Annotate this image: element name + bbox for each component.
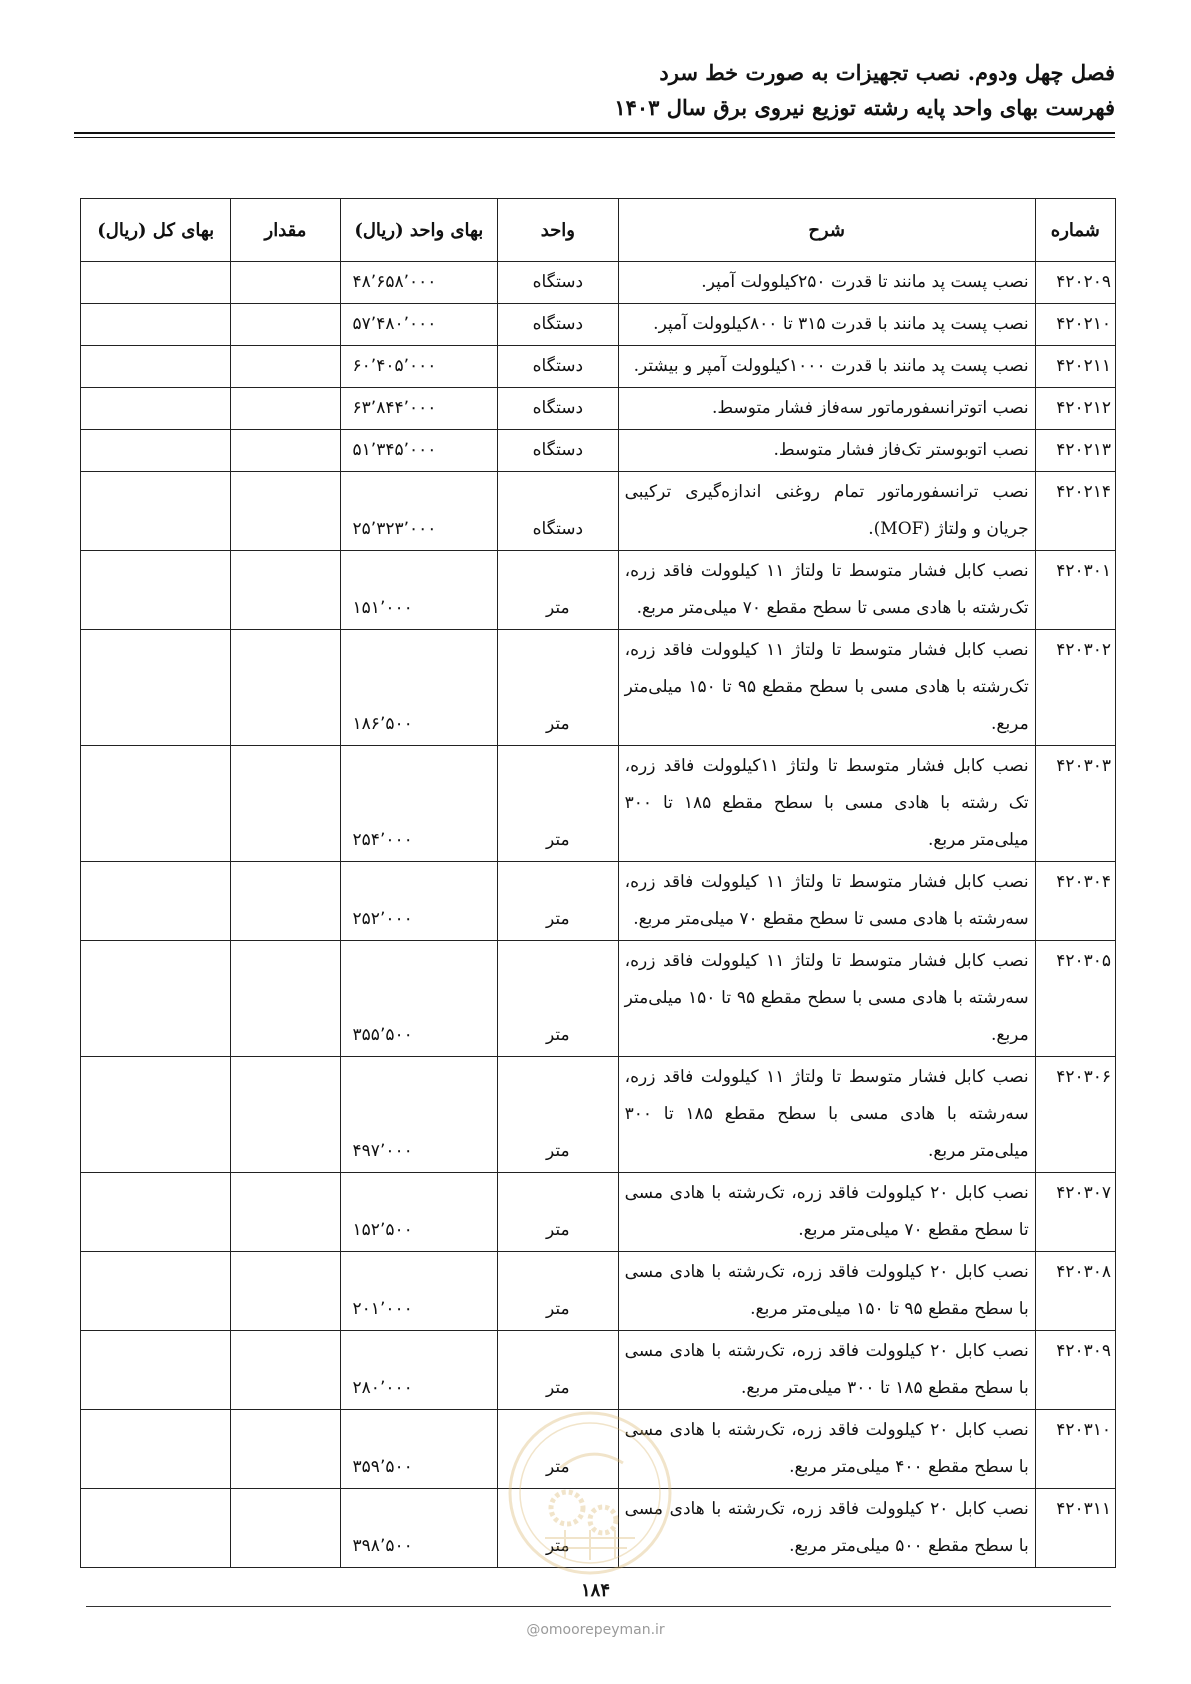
row-unit-price: ۵۷٬۴۸۰٬۰۰۰ xyxy=(340,304,498,346)
row-description: نصب کابل ۲۰ کیلوولت فاقد زره، تک‌رشته با هادی مسی با سطح مقطع ۴۰۰ میلی‌متر مربع. xyxy=(618,1410,1035,1489)
row-quantity xyxy=(231,1331,340,1410)
row-quantity xyxy=(231,1173,340,1252)
row-total-price xyxy=(81,1057,231,1173)
row-total-price xyxy=(81,1252,231,1331)
page-header xyxy=(74,58,1115,124)
price-table xyxy=(80,198,1116,1568)
row-unit-price: ۲۸۰٬۰۰۰ xyxy=(340,1331,498,1410)
col-header-total-price: بهای کل (ریال) xyxy=(81,199,231,262)
row-total-price xyxy=(81,262,231,304)
row-unit: دستگاه xyxy=(498,346,618,388)
table-row xyxy=(81,388,1116,430)
row-number: ۴۲۰۳۰۴ xyxy=(1035,862,1115,941)
row-description: نصب پست پد مانند تا قدرت ۲۵۰کیلوولت آمپر. xyxy=(618,262,1035,304)
row-unit-price: ۶۰٬۴۰۵٬۰۰۰ xyxy=(340,346,498,388)
row-unit: متر xyxy=(498,1057,618,1173)
row-number: ۴۲۰۳۰۳ xyxy=(1035,746,1115,862)
row-number: ۴۲۰۲۱۲ xyxy=(1035,388,1115,430)
row-total-price xyxy=(81,1331,231,1410)
row-unit: متر xyxy=(498,1489,618,1568)
col-header-number: شماره xyxy=(1035,199,1115,262)
row-quantity xyxy=(231,430,340,472)
row-quantity xyxy=(231,630,340,746)
row-description: نصب پست پد مانند با قدرت ۳۱۵ تا ۸۰۰کیلوولت آمپر. xyxy=(618,304,1035,346)
row-unit-price: ۲۵۲٬۰۰۰ xyxy=(340,862,498,941)
row-total-price xyxy=(81,472,231,551)
row-unit: متر xyxy=(498,862,618,941)
table-row xyxy=(81,262,1116,304)
row-unit: متر xyxy=(498,941,618,1057)
row-quantity xyxy=(231,1252,340,1331)
row-total-price xyxy=(81,388,231,430)
price-list-title: فهرست بهای واحد پایه رشته توزیع نیروی برق سال ۱۴۰۳ xyxy=(614,95,1115,120)
row-quantity xyxy=(231,1057,340,1173)
row-quantity xyxy=(231,746,340,862)
row-total-price xyxy=(81,941,231,1057)
row-quantity xyxy=(231,388,340,430)
row-unit-price: ۳۵۵٬۵۰۰ xyxy=(340,941,498,1057)
table-row xyxy=(81,1252,1116,1331)
row-total-price xyxy=(81,304,231,346)
row-quantity xyxy=(231,941,340,1057)
table-row xyxy=(81,346,1116,388)
row-total-price xyxy=(81,346,231,388)
row-unit-price: ۱۵۲٬۵۰۰ xyxy=(340,1173,498,1252)
table-row xyxy=(81,746,1116,862)
row-quantity xyxy=(231,472,340,551)
table-row xyxy=(81,862,1116,941)
row-unit: متر xyxy=(498,551,618,630)
row-unit-price: ۴۹۷٬۰۰۰ xyxy=(340,1057,498,1173)
table-row xyxy=(81,430,1116,472)
row-description: نصب کابل فشار متوسط تا ولتاژ ۱۱ کیلوولت فاقد زره، سه‌رشته با هادی مسی با سطح مقطع ۹۵ تا ۱۵۰ میلی‌متر مربع. xyxy=(618,941,1035,1057)
row-quantity xyxy=(231,346,340,388)
row-unit-price: ۶۳٬۸۴۴٬۰۰۰ xyxy=(340,388,498,430)
table-row xyxy=(81,1057,1116,1173)
row-unit: دستگاه xyxy=(498,430,618,472)
row-total-price xyxy=(81,551,231,630)
row-quantity xyxy=(231,262,340,304)
footer-rule xyxy=(86,1606,1111,1607)
row-number: ۴۲۰۲۱۴ xyxy=(1035,472,1115,551)
row-number: ۴۲۰۳۰۷ xyxy=(1035,1173,1115,1252)
row-unit-price: ۳۹۸٬۵۰۰ xyxy=(340,1489,498,1568)
row-unit-price: ۲۵٬۳۲۳٬۰۰۰ xyxy=(340,472,498,551)
row-unit: متر xyxy=(498,1410,618,1489)
contract-affairs-seal-icon xyxy=(505,1408,675,1578)
row-number: ۴۲۰۲۱۳ xyxy=(1035,430,1115,472)
row-total-price xyxy=(81,1173,231,1252)
row-description: نصب کابل ۲۰ کیلوولت فاقد زره، تک‌رشته با هادی مسی با سطح مقطع ۵۰۰ میلی‌متر مربع. xyxy=(618,1489,1035,1568)
row-number: ۴۲۰۲۰۹ xyxy=(1035,262,1115,304)
row-number: ۴۲۰۲۱۰ xyxy=(1035,304,1115,346)
row-number: ۴۲۰۳۰۵ xyxy=(1035,941,1115,1057)
col-header-unit: واحد xyxy=(498,199,618,262)
table-row xyxy=(81,551,1116,630)
header-rule-thin xyxy=(74,137,1115,138)
table-row xyxy=(81,304,1116,346)
table-header-row xyxy=(81,199,1116,262)
col-header-unit-price: بهای واحد (ریال) xyxy=(340,199,498,262)
row-number: ۴۲۰۳۱۰ xyxy=(1035,1410,1115,1489)
row-description: نصب کابل فشار متوسط تا ولتاژ ۱۱ کیلوولت فاقد زره، سه‌رشته با هادی مسی با سطح مقطع ۱۸۵ تا ۳۰۰ میلی‌متر مربع. xyxy=(618,1057,1035,1173)
row-unit: متر xyxy=(498,1331,618,1410)
row-description: نصب کابل ۲۰ کیلوولت فاقد زره، تک‌رشته با هادی مسی تا سطح مقطع ۷۰ میلی‌متر مربع. xyxy=(618,1173,1035,1252)
row-number: ۴۲۰۳۱۱ xyxy=(1035,1489,1115,1568)
row-unit-price: ۱۸۶٬۵۰۰ xyxy=(340,630,498,746)
row-unit: متر xyxy=(498,1173,618,1252)
row-unit-price: ۲۵۴٬۰۰۰ xyxy=(340,746,498,862)
row-unit-price: ۴۸٬۶۵۸٬۰۰۰ xyxy=(340,262,498,304)
row-number: ۴۲۰۳۰۹ xyxy=(1035,1331,1115,1410)
row-description: نصب کابل فشار متوسط تا ولتاژ ۱۱ کیلوولت فاقد زره، سه‌رشته با هادی مسی تا سطح مقطع ۷۰ میلی‌متر مربع. xyxy=(618,862,1035,941)
row-total-price xyxy=(81,430,231,472)
row-unit: دستگاه xyxy=(498,262,618,304)
row-description: نصب کابل فشار متوسط تا ولتاژ ۱۱کیلوولت فاقد زره، تک رشته با هادی مسی با سطح مقطع ۱۸۵ تا ۳۰۰ میلی‌متر مربع. xyxy=(618,746,1035,862)
row-description: نصب ترانسفورماتور تمام روغنی اندازه‌گیری ترکیبی جریان و ولتاژ (MOF). xyxy=(618,472,1035,551)
row-total-price xyxy=(81,1489,231,1568)
watermark-site: @omoorepeyman.ir xyxy=(526,1622,665,1638)
row-description: نصب کابل فشار متوسط تا ولتاژ ۱۱ کیلوولت فاقد زره، تک‌رشته با هادی مسی تا سطح مقطع ۷۰ میلی‌متر مربع. xyxy=(618,551,1035,630)
row-total-price xyxy=(81,630,231,746)
row-quantity xyxy=(231,551,340,630)
row-total-price xyxy=(81,746,231,862)
row-total-price xyxy=(81,862,231,941)
row-description: نصب اتوبوستر تک‌فاز فشار متوسط. xyxy=(618,430,1035,472)
table-row xyxy=(81,472,1116,551)
table-row xyxy=(81,941,1116,1057)
row-quantity xyxy=(231,304,340,346)
row-description: نصب کابل ۲۰ کیلوولت فاقد زره، تک‌رشته با هادی مسی با سطح مقطع ۹۵ تا ۱۵۰ میلی‌متر مربع. xyxy=(618,1252,1035,1331)
row-quantity xyxy=(231,1489,340,1568)
col-header-description: شرح xyxy=(618,199,1035,262)
row-number: ۴۲۰۳۰۶ xyxy=(1035,1057,1115,1173)
row-description: نصب اتوترانسفورماتور سه‌فاز فشار متوسط. xyxy=(618,388,1035,430)
row-unit-price: ۳۵۹٬۵۰۰ xyxy=(340,1410,498,1489)
row-number: ۴۲۰۲۱۱ xyxy=(1035,346,1115,388)
row-number: ۴۲۰۳۰۱ xyxy=(1035,551,1115,630)
table-row xyxy=(81,1173,1116,1252)
chapter-title: فصل چهل ودوم. نصب تجهیزات به صورت خط سرد xyxy=(659,60,1115,85)
row-unit: متر xyxy=(498,630,618,746)
row-number: ۴۲۰۳۰۲ xyxy=(1035,630,1115,746)
row-quantity xyxy=(231,862,340,941)
row-number: ۴۲۰۳۰۸ xyxy=(1035,1252,1115,1331)
header-rule-thick xyxy=(74,132,1115,134)
row-unit-price: ۱۵۱٬۰۰۰ xyxy=(340,551,498,630)
table-row xyxy=(81,1331,1116,1410)
page-number: ۱۸۴ xyxy=(580,1580,610,1601)
table-row xyxy=(81,630,1116,746)
row-unit: متر xyxy=(498,746,618,862)
row-description: نصب پست پد مانند با قدرت ۱۰۰۰کیلوولت آمپر و بیشتر. xyxy=(618,346,1035,388)
row-unit: دستگاه xyxy=(498,304,618,346)
row-unit: متر xyxy=(498,1252,618,1331)
row-description: نصب کابل ۲۰ کیلوولت فاقد زره، تک‌رشته با هادی مسی با سطح مقطع ۱۸۵ تا ۳۰۰ میلی‌متر مربع. xyxy=(618,1331,1035,1410)
row-quantity xyxy=(231,1410,340,1489)
row-unit: دستگاه xyxy=(498,388,618,430)
row-unit: دستگاه xyxy=(498,472,618,551)
row-total-price xyxy=(81,1410,231,1489)
row-description: نصب کابل فشار متوسط تا ولتاژ ۱۱ کیلوولت فاقد زره، تک‌رشته با هادی مسی با سطح مقطع ۹۵ تا ۱۵۰ میلی‌متر مربع. xyxy=(618,630,1035,746)
row-unit-price: ۵۱٬۳۴۵٬۰۰۰ xyxy=(340,430,498,472)
col-header-quantity: مقدار xyxy=(231,199,340,262)
row-unit-price: ۲۰۱٬۰۰۰ xyxy=(340,1252,498,1331)
